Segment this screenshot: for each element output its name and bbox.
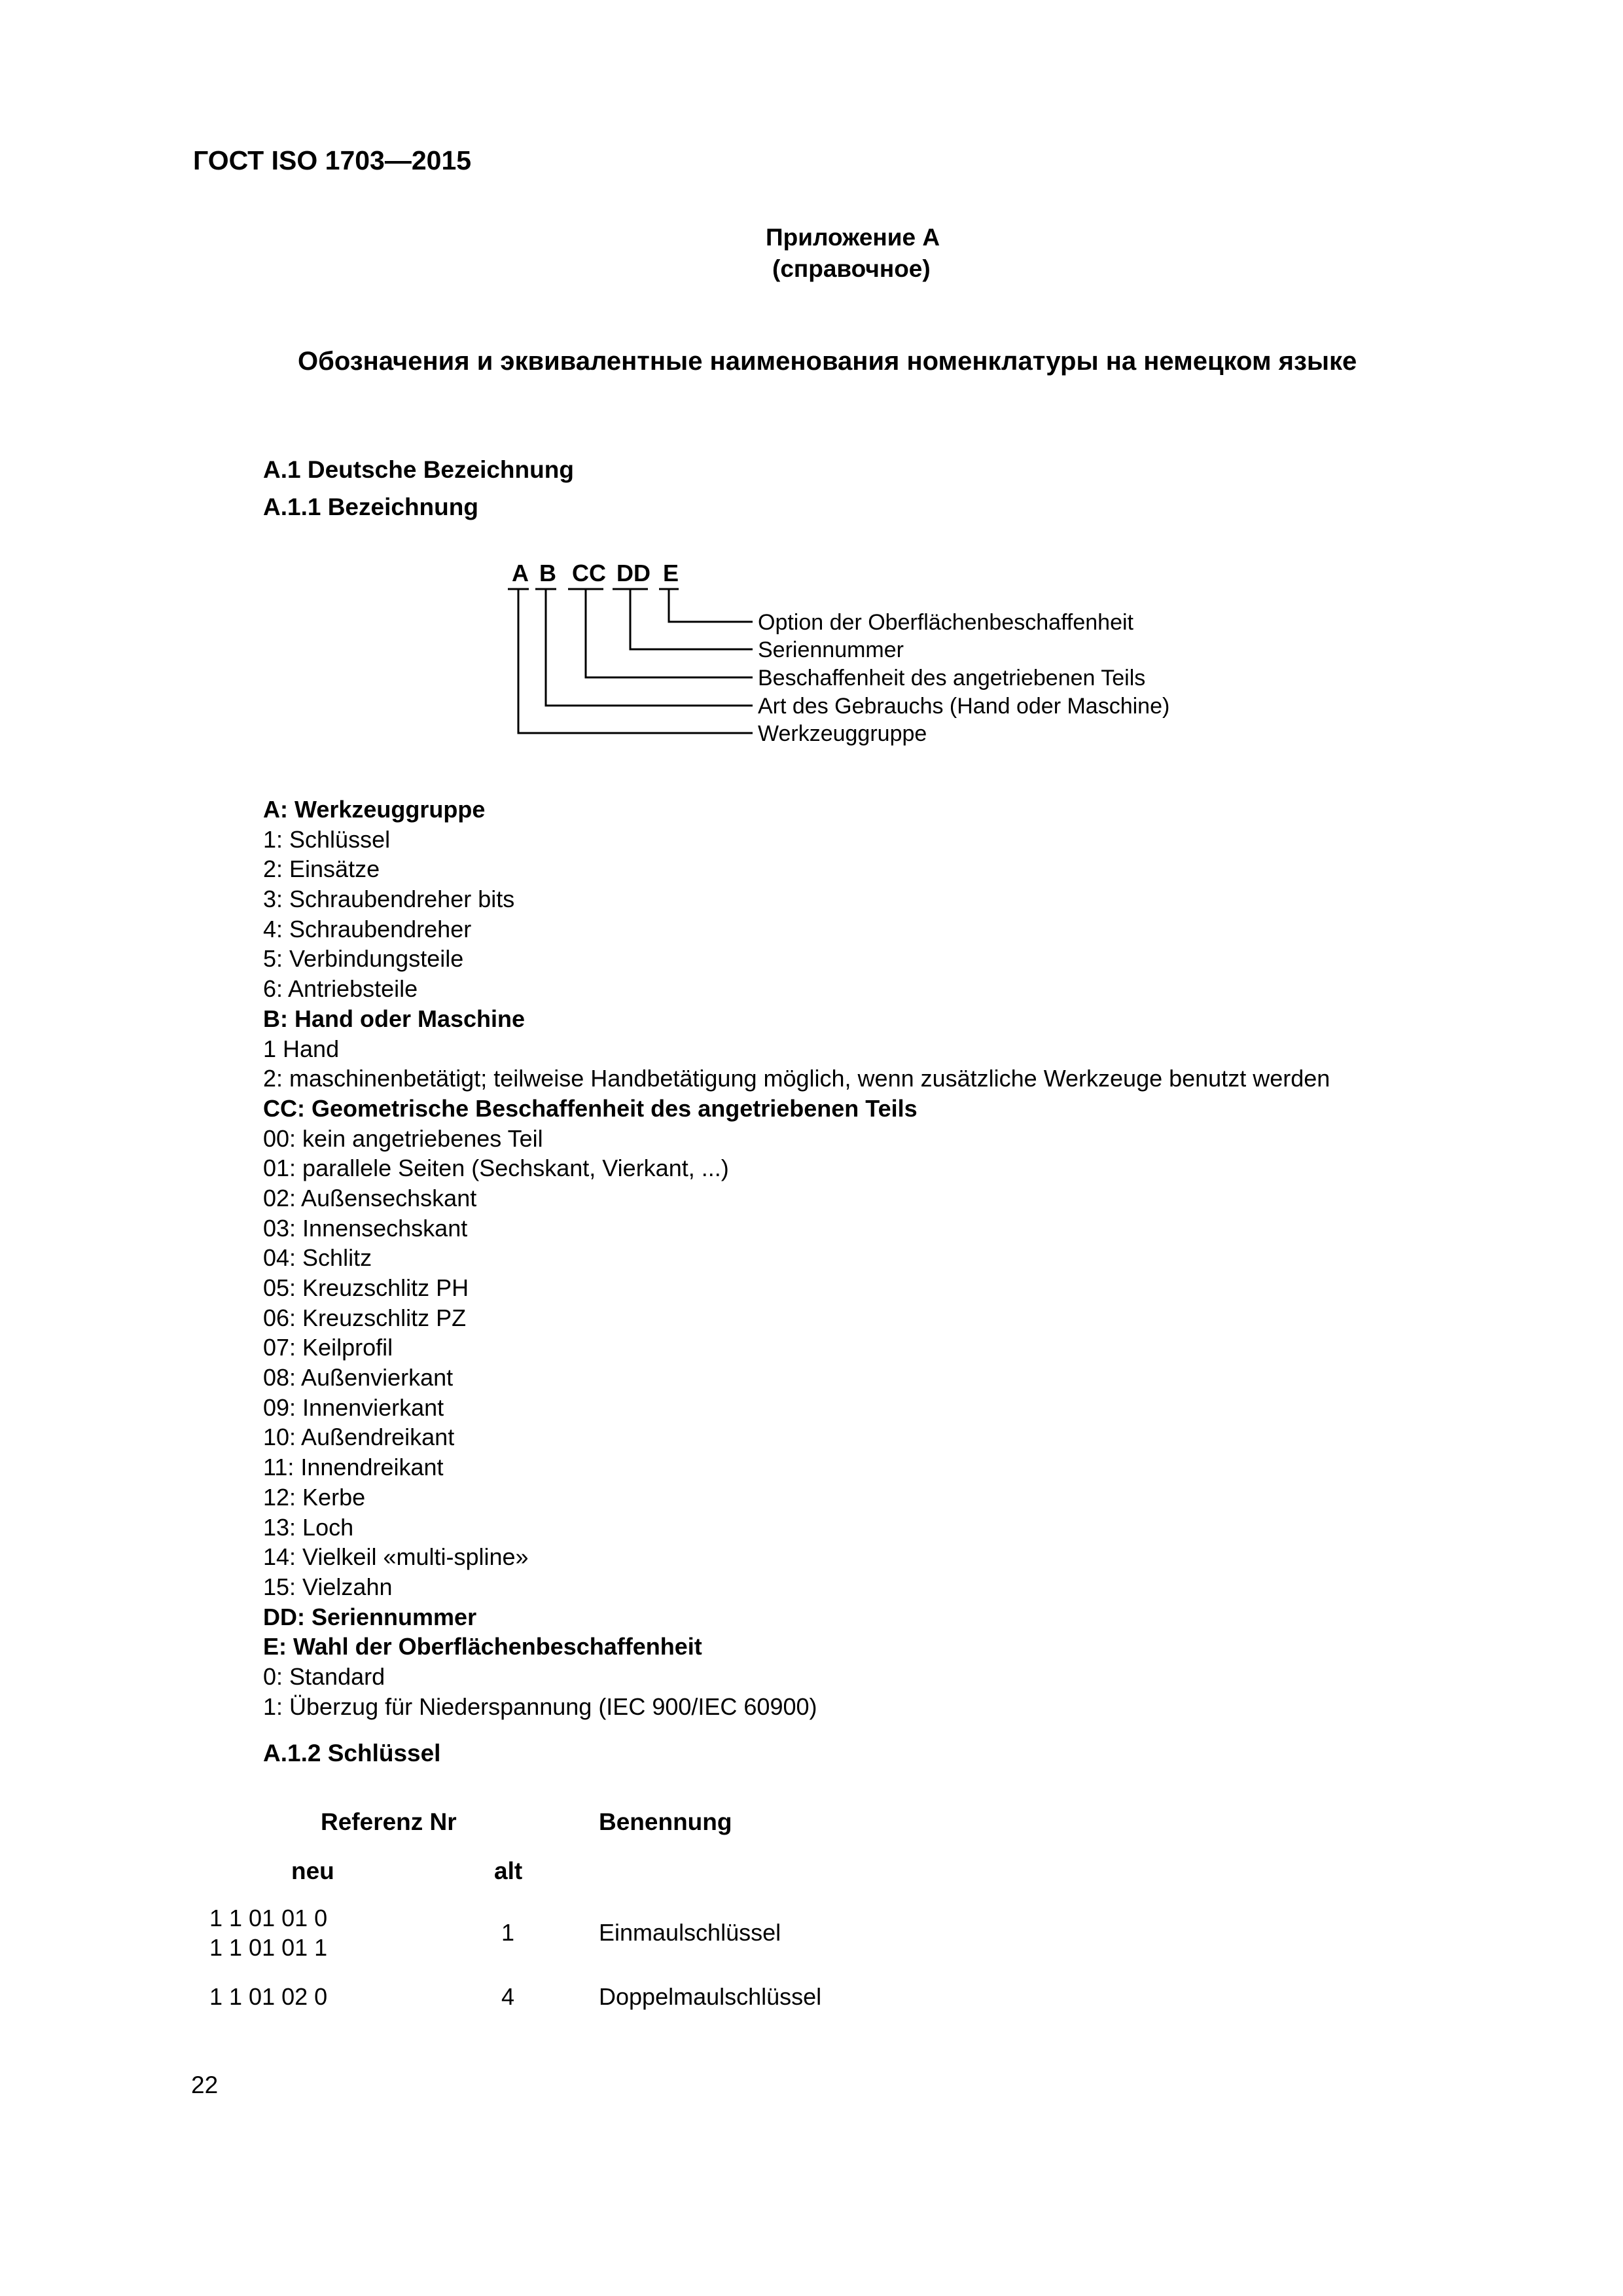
code-letter-cc: CC [572, 560, 606, 586]
code-letter-b: B [539, 560, 556, 586]
section-heading-a12: A.1.2 Schlüssel [263, 1740, 441, 1767]
definition-item: 6: Antriebsteile [263, 975, 418, 1003]
diagram-label-serial-number: Seriennummer [758, 637, 904, 662]
definition-item: 15: Vielzahn [263, 1573, 393, 1600]
table-header-new: neu [291, 1857, 334, 1884]
definition-item: 04: Schlitz [263, 1244, 372, 1272]
definition-item: 07: Keilprofil [263, 1334, 393, 1361]
definition-item: 2: maschinenbetätigt; teilweise Handbetätigung möglich, wenn zusätzliche Werkzeuge benutzt werden [263, 1065, 1330, 1092]
definition-item: 00: kein angetriebenes Teil [263, 1124, 543, 1152]
definition-item: 11: Innendreikant [263, 1454, 444, 1481]
page-number: 22 [191, 2072, 219, 2098]
diagram-label-tool-group: Werkzeuggruppe [758, 721, 927, 746]
definition-item: 01: parallele Seiten (Sechskant, Vierkant, ...) [263, 1155, 729, 1182]
table-cell-new: 1 1 01 01 1 [209, 1934, 328, 1961]
definition-group-heading: DD: Seriennummer [263, 1603, 477, 1630]
definition-item: 14: Vielkeil «multi-spline» [263, 1543, 529, 1571]
table-cell-name: Doppelmaulschlüssel [599, 1983, 822, 2010]
diagram-labels [758, 610, 1169, 746]
definition-item: 2: Einsätze [263, 855, 380, 883]
section-heading-a11: A.1.1 Bezeichnung [263, 493, 478, 520]
definition-group-heading: E: Wahl der Oberflächenbeschaffenheit [263, 1633, 702, 1660]
definition-item: 1: Überzug für Niederspannung (IEC 900/IEC 60900) [263, 1693, 817, 1720]
table-header-reference: Referenz Nr [321, 1808, 457, 1835]
definition-item: 5: Verbindungsteile [263, 945, 464, 973]
diagram-label-usage-type: Art des Gebrauchs (Hand oder Maschine) [758, 694, 1170, 719]
document-id: ГОСТ ISO 1703—2015 [193, 145, 472, 175]
table-header-name: Benennung [599, 1808, 732, 1835]
definition-group-heading: A: Werkzeuggruppe [263, 796, 486, 823]
annex-heading: Обозначения и эквивалентные наименования номенклатуры на немецком языке [298, 347, 1357, 376]
table-cell-new: 1 1 01 02 0 [209, 1983, 328, 2010]
definition-item: 05: Kreuzschlitz PH [263, 1274, 469, 1301]
diagram-label-driven-part: Beschaffenheit des angetriebenen Teils [758, 666, 1146, 691]
definition-item: 13: Loch [263, 1513, 354, 1541]
diagram-code-letters [512, 560, 679, 586]
definition-group-heading: CC: Geometrische Beschaffenheit des angetriebenen Teils [263, 1094, 918, 1122]
definition-item: 0: Standard [263, 1662, 385, 1690]
definition-item: 1: Schlüssel [263, 825, 391, 853]
annex-title: Приложение А [766, 224, 940, 251]
code-letter-dd: DD [616, 560, 651, 586]
definition-item: 02: Außensechskant [263, 1184, 477, 1211]
table-cell-new: 1 1 01 01 0 [209, 1905, 328, 1931]
definition-item: 10: Außendreikant [263, 1424, 455, 1451]
section-heading-a1: A.1 Deutsche Bezeichnung [263, 456, 574, 483]
definition-item: 09: Innenvierkant [263, 1393, 444, 1421]
table-cell-name: Einmaulschlüssel [599, 1919, 781, 1946]
code-letter-a: A [512, 560, 529, 586]
table-cell-old: 1 [501, 1919, 515, 1946]
definition-item: 06: Kreuzschlitz PZ [263, 1304, 467, 1331]
definition-group-heading: B: Hand oder Maschine [263, 1005, 526, 1032]
annex-subtitle: (справочное) [772, 255, 931, 282]
table-header-old: alt [494, 1857, 523, 1884]
definition-list [263, 795, 1330, 1721]
definition-item: 3: Schraubendreher bits [263, 886, 515, 913]
diagram-connector-lines [508, 589, 753, 733]
definition-item: 1 Hand [263, 1035, 340, 1062]
diagram-label-surface-option: Option der Oberflächenbeschaffenheit [758, 610, 1133, 635]
table-cell-old: 4 [501, 1983, 515, 2010]
code-letter-e: E [663, 560, 679, 586]
definition-item: 03: Innensechskant [263, 1214, 468, 1242]
definition-item: 08: Außenvierkant [263, 1364, 454, 1391]
definition-item: 4: Schraubendreher [263, 915, 472, 942]
definition-item: 12: Kerbe [263, 1483, 366, 1511]
